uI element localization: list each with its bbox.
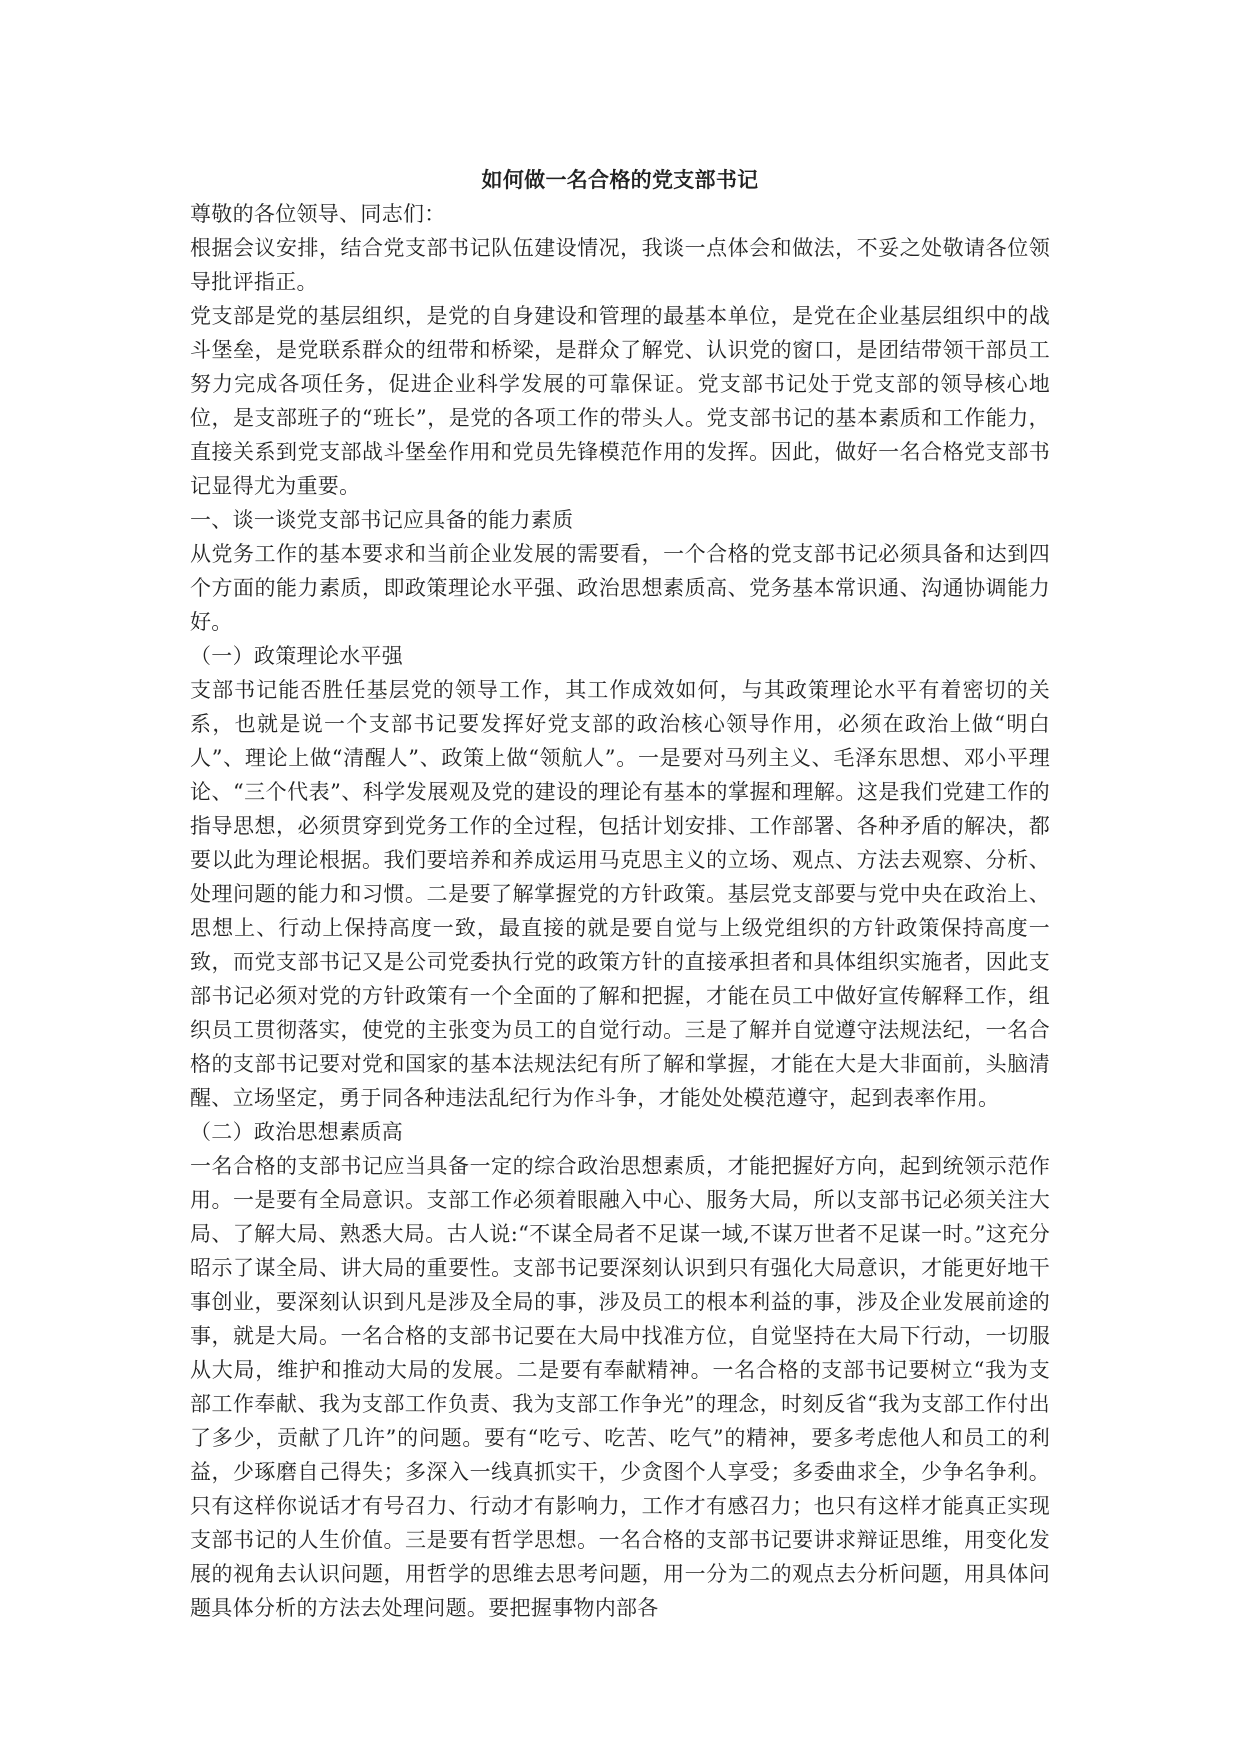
subsection-1-body: 支部书记能否胜任基层党的领导工作，其工作成效如何，与其政策理论水平有着密切的关系，也就是说一个支部书记要发挥好党支部的政治核心领导作用，必须在政治上做“明白人”、理论上做“清醒人”、政策上做“领航人”。一是要对马列主义、毛泽东思想、邓小平理论、“三个代表”、科学发展观及党的建设的理论有基本的掌握和理解。这是我们党建工作的指导思想，必须贯穿到党务工作的全过程，包括计划安排、工作部署、各种矛盾的解决，都要以此为理论根据。我们要培养和养成运用马克思主义的立场、观点、方法去观察、分析、处理问题的能力和习惯。二是要了解掌握党的方针政策。基层党支部要与党中央在政治上、思想上、行动上保持高度一致，最直接的就是要自觉与上级党组织的方针政策保持高度一致，而党支部书记又是公司党委执行党的政策方针的直接承担者和具体组织实施者，因此支部书记必须对党的方针政策有一个全面的了解和把握，才能在员工中做好宣传解释工作，组织员工贯彻落实，使党的主张变为员工的自觉行动。三是了解并自觉遵守法规法纪，一名合格的支部书记要对党和国家的基本法规法纪有所了解和掌握，才能在大是大非面前，头脑清醒、立场坚定，勇于同各种违法乱纪行为作斗争，才能处处模范遵守，起到表率作用。: [190, 678, 1050, 1110]
subsection-heading-2: （二）政治思想素质高: [190, 1120, 403, 1144]
section-heading-1: 一、谈一谈党支部书记应具备的能力素质: [190, 508, 574, 532]
subsection-2-body: 一名合格的支部书记应当具备一定的综合政治思想素质，才能把握好方向，起到统领示范作用。一是要有全局意识。支部工作必须着眼融入中心、服务大局，所以支部书记必须关注大局、了解大局、熟悉大局。古人说:“不谋全局者不足谋一域,不谋万世者不足谋一时。”这充分昭示了谋全局、讲大局的重要性。支部书记要深刻认识到只有强化大局意识，才能更好地干事创业，要深刻认识到凡是涉及全局的事，涉及员工的根本利益的事，涉及企业发展前途的事，就是大局。一名合格的支部书记要在大局中找准方位，自觉坚持在大局下行动，一切服从大局，维护和推动大局的发展。二是要有奉献精神。一名合格的支部书记要树立“我为支部工作奉献、我为支部工作负责、我为支部工作争光”的理念，时刻反省“我为支部工作付出了多少，贡献了几许”的问题。要有“吃亏、吃苦、吃气”的精神，要多考虑他人和员工的利益，少琢磨自己得失；多深入一线真抓实干，少贪图个人享受；多委曲求全，少争名争利。只有这样你说话才有号召力、行动才有影响力，工作才有感召力；也只有这样才能真正实现支部书记的人生价值。三是要有哲学思想。一名合格的支部书记要讲求辩证思维，用变化发展的视角去认识问题，用哲学的思维去思考问题，用一分为二的观点去分析问题，用具体问题具体分析的方法去处理问题。要把握事物内部各: [190, 1154, 1050, 1620]
subsection-heading-1: （一）政策理论水平强: [190, 644, 403, 668]
salutation: 尊敬的各位领导、同志们：: [190, 202, 446, 226]
document-page: [190, 163, 1050, 1625]
intro-paragraph: 党支部是党的基层组织，是党的自身建设和管理的最基本单位，是党在企业基层组织中的战斗堡垒，是党联系群众的纽带和桥梁，是群众了解党、认识党的窗口，是团结带领干部员工努力完成各项任务，促进企业科学发展的可靠保证。党支部书记处于党支部的领导核心地位，是支部班子的“班长”，是党的各项工作的带头人。党支部书记的基本素质和工作能力，直接关系到党支部战斗堡垒作用和党员先锋模范作用的发挥。因此，做好一名合格党支部书记显得尤为重要。: [190, 304, 1050, 498]
document-title: 如何做一名合格的党支部书记: [481, 167, 759, 192]
opening-paragraph: 根据会议安排，结合党支部书记队伍建设情况，我谈一点体会和做法，不妥之处敬请各位领导批评指正。: [190, 236, 1050, 294]
section-1-intro: 从党务工作的基本要求和当前企业发展的需要看，一个合格的党支部书记必须具备和达到四个方面的能力素质，即政策理论水平强、政治思想素质高、党务基本常识通、沟通协调能力好。: [190, 542, 1050, 634]
